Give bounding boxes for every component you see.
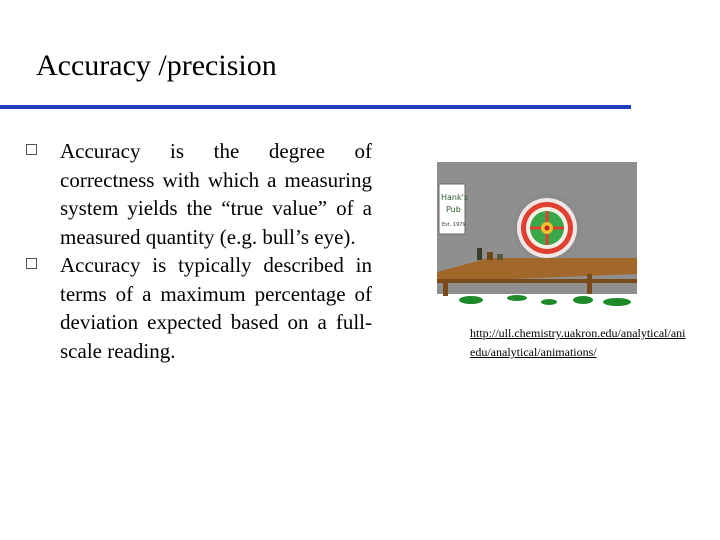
sign-line-3: Est. 1979 — [442, 222, 466, 228]
bullet-item — [26, 251, 372, 365]
source-link-line-2[interactable]: edu/analytical/animations/ — [470, 345, 597, 359]
title-underline — [0, 105, 631, 109]
source-link-line-1[interactable]: http://ull.chemistry.uakron.edu/analytical/ani — [470, 326, 686, 340]
bullet-list — [26, 137, 372, 365]
sign-line-2: Pub — [446, 205, 461, 214]
bullet-text: Accuracy is typically described in terms of a maximum percentage of deviation expected based on a full-scale reading. — [60, 253, 372, 363]
square-bullet-icon — [26, 144, 37, 155]
pub-sign — [439, 184, 468, 234]
dartboard — [513, 194, 581, 262]
dartboard-pub-image — [437, 162, 637, 312]
slide-title: Accuracy /precision — [36, 49, 277, 82]
sign-line-1: Hank's — [441, 193, 468, 202]
source-link[interactable] — [470, 324, 720, 362]
bullet-text: Accuracy is the degree of correctness with which a measuring system yields the “true value” of a measured quantity (e.g. bull’s eye). — [60, 139, 372, 249]
square-bullet-icon — [26, 258, 37, 269]
bullet-item — [26, 137, 372, 251]
